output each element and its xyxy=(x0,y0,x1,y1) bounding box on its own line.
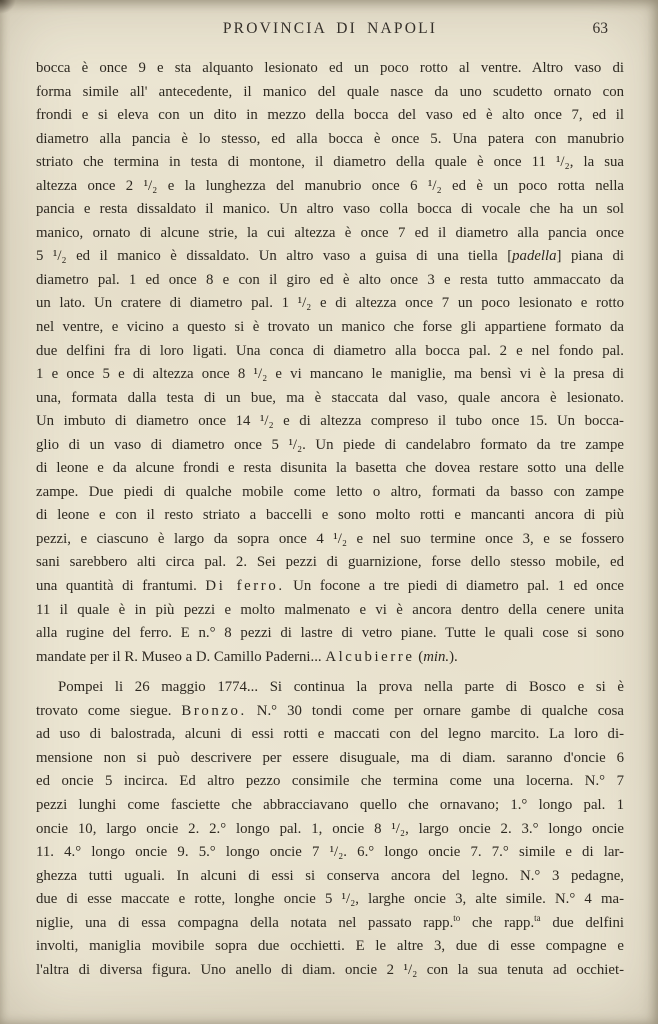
text-segment: diametro alla pancia è lo stesso, ed alla bocca è once 5. Una patera con manubrio xyxy=(36,130,624,147)
text-segment: altezza once 2 ¹/₂ e la lunghezza del manubrio once 6 ¹/₂ ed è un poco rotta nella xyxy=(36,177,624,194)
text-line xyxy=(36,198,624,222)
text-segment: oncie 10, largo oncie 2. 2.° longo pal. 1, oncie 8 ¹/₂, largo oncie 2. 3.° longo oncie xyxy=(36,820,624,837)
scan-corner-shadow xyxy=(0,0,16,14)
text-line xyxy=(36,128,624,152)
text-segment: sani sarebbero alti circa pal. 2. Sei pezzi di guarnizione, forse dello stesso mobile, ed xyxy=(36,554,624,571)
text-line xyxy=(36,457,624,481)
text-segment: un lato. Un cratere di diametro pal. 1 ¹/₂ e di altezza once 7 un poco lesionato e rotto xyxy=(36,295,624,312)
text-line xyxy=(36,175,624,199)
text-segment: Bronzo. xyxy=(181,702,247,719)
text-line xyxy=(36,865,624,889)
text-line xyxy=(36,245,624,269)
text-segment: 5 ¹/₂ ed il manico è dissaldato. Un altro vaso a guisa di una tiella [ xyxy=(36,248,513,265)
text-segment: ] piana di xyxy=(556,248,624,265)
text-segment: glio di un vaso di diametro once 5 ¹/₂. Un piede di candelabro formato da tre zampe xyxy=(36,436,624,453)
text-line xyxy=(36,912,624,936)
text-segment: ed oncie 5 incirca. Ed altro pezzo consimile che termina come una locerna. N.° 7 xyxy=(36,773,624,790)
text-segment: trovato come siegue. xyxy=(36,702,182,719)
text-line xyxy=(36,363,624,387)
text-line xyxy=(36,676,624,700)
text-line xyxy=(36,818,624,842)
text-segment: zampe. Due piedi di qualche mobile come letto o altro, formati da basso con zampe xyxy=(36,483,624,500)
text-segment: ad uso di balostrada, alcuni di essi rotti e maccati con del legno marcito. La loro di- xyxy=(36,726,624,743)
text-line xyxy=(36,841,624,865)
text-segment: Un imbuto di diametro once 14 ¹/₂ e di altezza compreso il tubo once 15. Un bocca- xyxy=(36,413,624,430)
text-line xyxy=(36,316,624,340)
text-segment: manico, ornato di alcune strie, la cui altezza è once 7 ed il diametro alla pancia once xyxy=(36,224,624,241)
text-segment: di leone e da alcune frondi e resta disunita la basetta che dovea restare sotto una delle xyxy=(36,460,624,477)
text-line xyxy=(36,888,624,912)
text-segment: 11. 4.° longo oncie 9. 5.° longo oncie 7 ¹/₂. 6.° longo oncie 7. 7.° simile e di lar- xyxy=(36,844,624,861)
text-line xyxy=(36,504,624,528)
text-line xyxy=(36,481,624,505)
text-segment: due di esse maccate e rotte, longhe oncie 5 ¹/₂, larghe oncie 3, alte simile. N.° 4 ma- xyxy=(36,891,624,908)
text-segment: ( xyxy=(414,648,424,665)
text-segment: diametro pal. 1 ed once 8 e con il giro ed è alto once 3 e resta tutto ammaccato da xyxy=(36,271,624,288)
page-number: 63 xyxy=(592,20,608,37)
text-line xyxy=(36,622,624,646)
text-line xyxy=(36,935,624,959)
text-line xyxy=(36,794,624,818)
text-segment: forma simile all' antecedente, il manico del quale nasce da uno scudetto ornato con xyxy=(36,83,624,100)
text-segment: Di ferro. xyxy=(205,578,285,595)
page-header xyxy=(36,20,624,44)
text-segment: una, formata dalla testa di un bue, ma è staccata dal vaso, quale ancora è lesionato. xyxy=(36,389,624,406)
text-line xyxy=(36,959,624,983)
text-line xyxy=(36,292,624,316)
text-segment: ). xyxy=(449,648,458,665)
text-line xyxy=(36,575,624,599)
text-line xyxy=(36,410,624,434)
text-segment: pezzi, e ciascuno è largo da sopra once 4 ¹/₂ e nel suo termine once 3, e se fossero xyxy=(36,530,624,547)
text-segment: niglie, una di essa compagna della notata nel passato rapp. xyxy=(36,914,454,931)
text-line xyxy=(36,434,624,458)
text-segment: pancia e resta dissaldato il manico. Un altro vaso colla bocca di vocale che ha un sol xyxy=(36,201,624,218)
text-segment: padella xyxy=(512,248,557,265)
text-segment: 1 e once 5 e di altezza once 8 ¹/₂ e vi mancano le maniglie, ma bensì vi è la presa di xyxy=(36,366,624,383)
text-segment: Alcubierre xyxy=(325,648,415,665)
paragraph xyxy=(36,676,624,982)
text-segment: pezzi lunghi come fasciette che abbracciavano quello che ornavano; 1.° longo pal. 1 xyxy=(36,796,624,813)
text-line xyxy=(36,222,624,246)
text-segment: N.° 30 tondi come per ornare gambe di qualche cosa xyxy=(246,702,624,719)
text-line xyxy=(36,599,624,623)
paragraph xyxy=(36,57,624,669)
text-line xyxy=(36,700,624,724)
text-segment: che rapp. xyxy=(460,914,535,931)
text-segment: bocca è once 9 e sta alquanto lesionato ed un poco rotto al ventre. Altro vaso di xyxy=(36,60,624,76)
text-segment: l'altra di diversa figura. Uno anello di diam. oncie 2 ¹/₂ con la sua tenuta ad occhiet- xyxy=(36,961,624,978)
text-segment: mensione non si può descrivere per essere disuguale, ma di diam. saranno d'oncie 6 xyxy=(36,749,624,766)
text-segment: Pompei li 26 maggio 1774... Si continua la prova nella parte di Bosco e si è xyxy=(58,679,624,696)
text-line xyxy=(36,81,624,105)
text-line xyxy=(36,528,624,552)
text-segment: min. xyxy=(423,648,450,665)
text-line xyxy=(36,646,624,670)
text-segment: involti, maniglia movibile sopra due occhietti. E le altre 3, due di esse compagne e xyxy=(36,938,624,955)
text-segment: to xyxy=(453,912,461,923)
text-segment: di leone e con il resto striato a baccelli e sono molto rotti e mancanti ancora di più xyxy=(36,507,624,524)
text-line xyxy=(36,340,624,364)
text-line xyxy=(36,57,624,81)
text-line xyxy=(36,551,624,575)
text-line xyxy=(36,387,624,411)
text-segment: due delfini fra di loro ligati. Una conca di diametro alla bocca pal. 2 e nel fondo pal. xyxy=(36,342,624,359)
text-segment: una quantità di frantumi. xyxy=(36,578,206,595)
text-line xyxy=(36,723,624,747)
text-segment: mandate per il R. Museo a D. Camillo Paderni... xyxy=(36,648,326,665)
text-segment: frondi e si eleva con un dito in mezzo della bocca del vaso ed è alto once 7, ed il xyxy=(36,107,624,124)
text-segment: ghezza tutti uguali. In alcuni di essi si conserva ancora del legno. N.° 3 pedagne, xyxy=(36,867,624,884)
running-head-title: PROVINCIA DI NAPOLI xyxy=(222,20,438,37)
text-segment: due delfini xyxy=(540,914,624,931)
text-line xyxy=(36,151,624,175)
text-segment: ta xyxy=(534,912,541,923)
text-line xyxy=(36,747,624,771)
text-line xyxy=(36,269,624,293)
text-segment: 11 il quale è in più pezzi e molto malmenato e vi è ancora dentro della cenere unita xyxy=(36,601,624,618)
text-line xyxy=(36,770,624,794)
text-segment: nel ventre, e vicino a questo si è trovato un manico che forse gli appartiene formato da xyxy=(36,319,624,336)
text-segment: striato che termina in testa di montone, il diametro della quale è once 11 ¹/₂, la sua xyxy=(36,154,624,171)
text-segment: alla rugine del ferro. E n.° 8 pezzi di lastre di vetro piane. Tutte le quali cose si sono xyxy=(36,625,624,642)
text-body xyxy=(36,57,624,982)
text-line xyxy=(36,104,624,128)
text-segment: Un focone a tre piedi di diametro pal. 1 ed once xyxy=(284,578,624,595)
